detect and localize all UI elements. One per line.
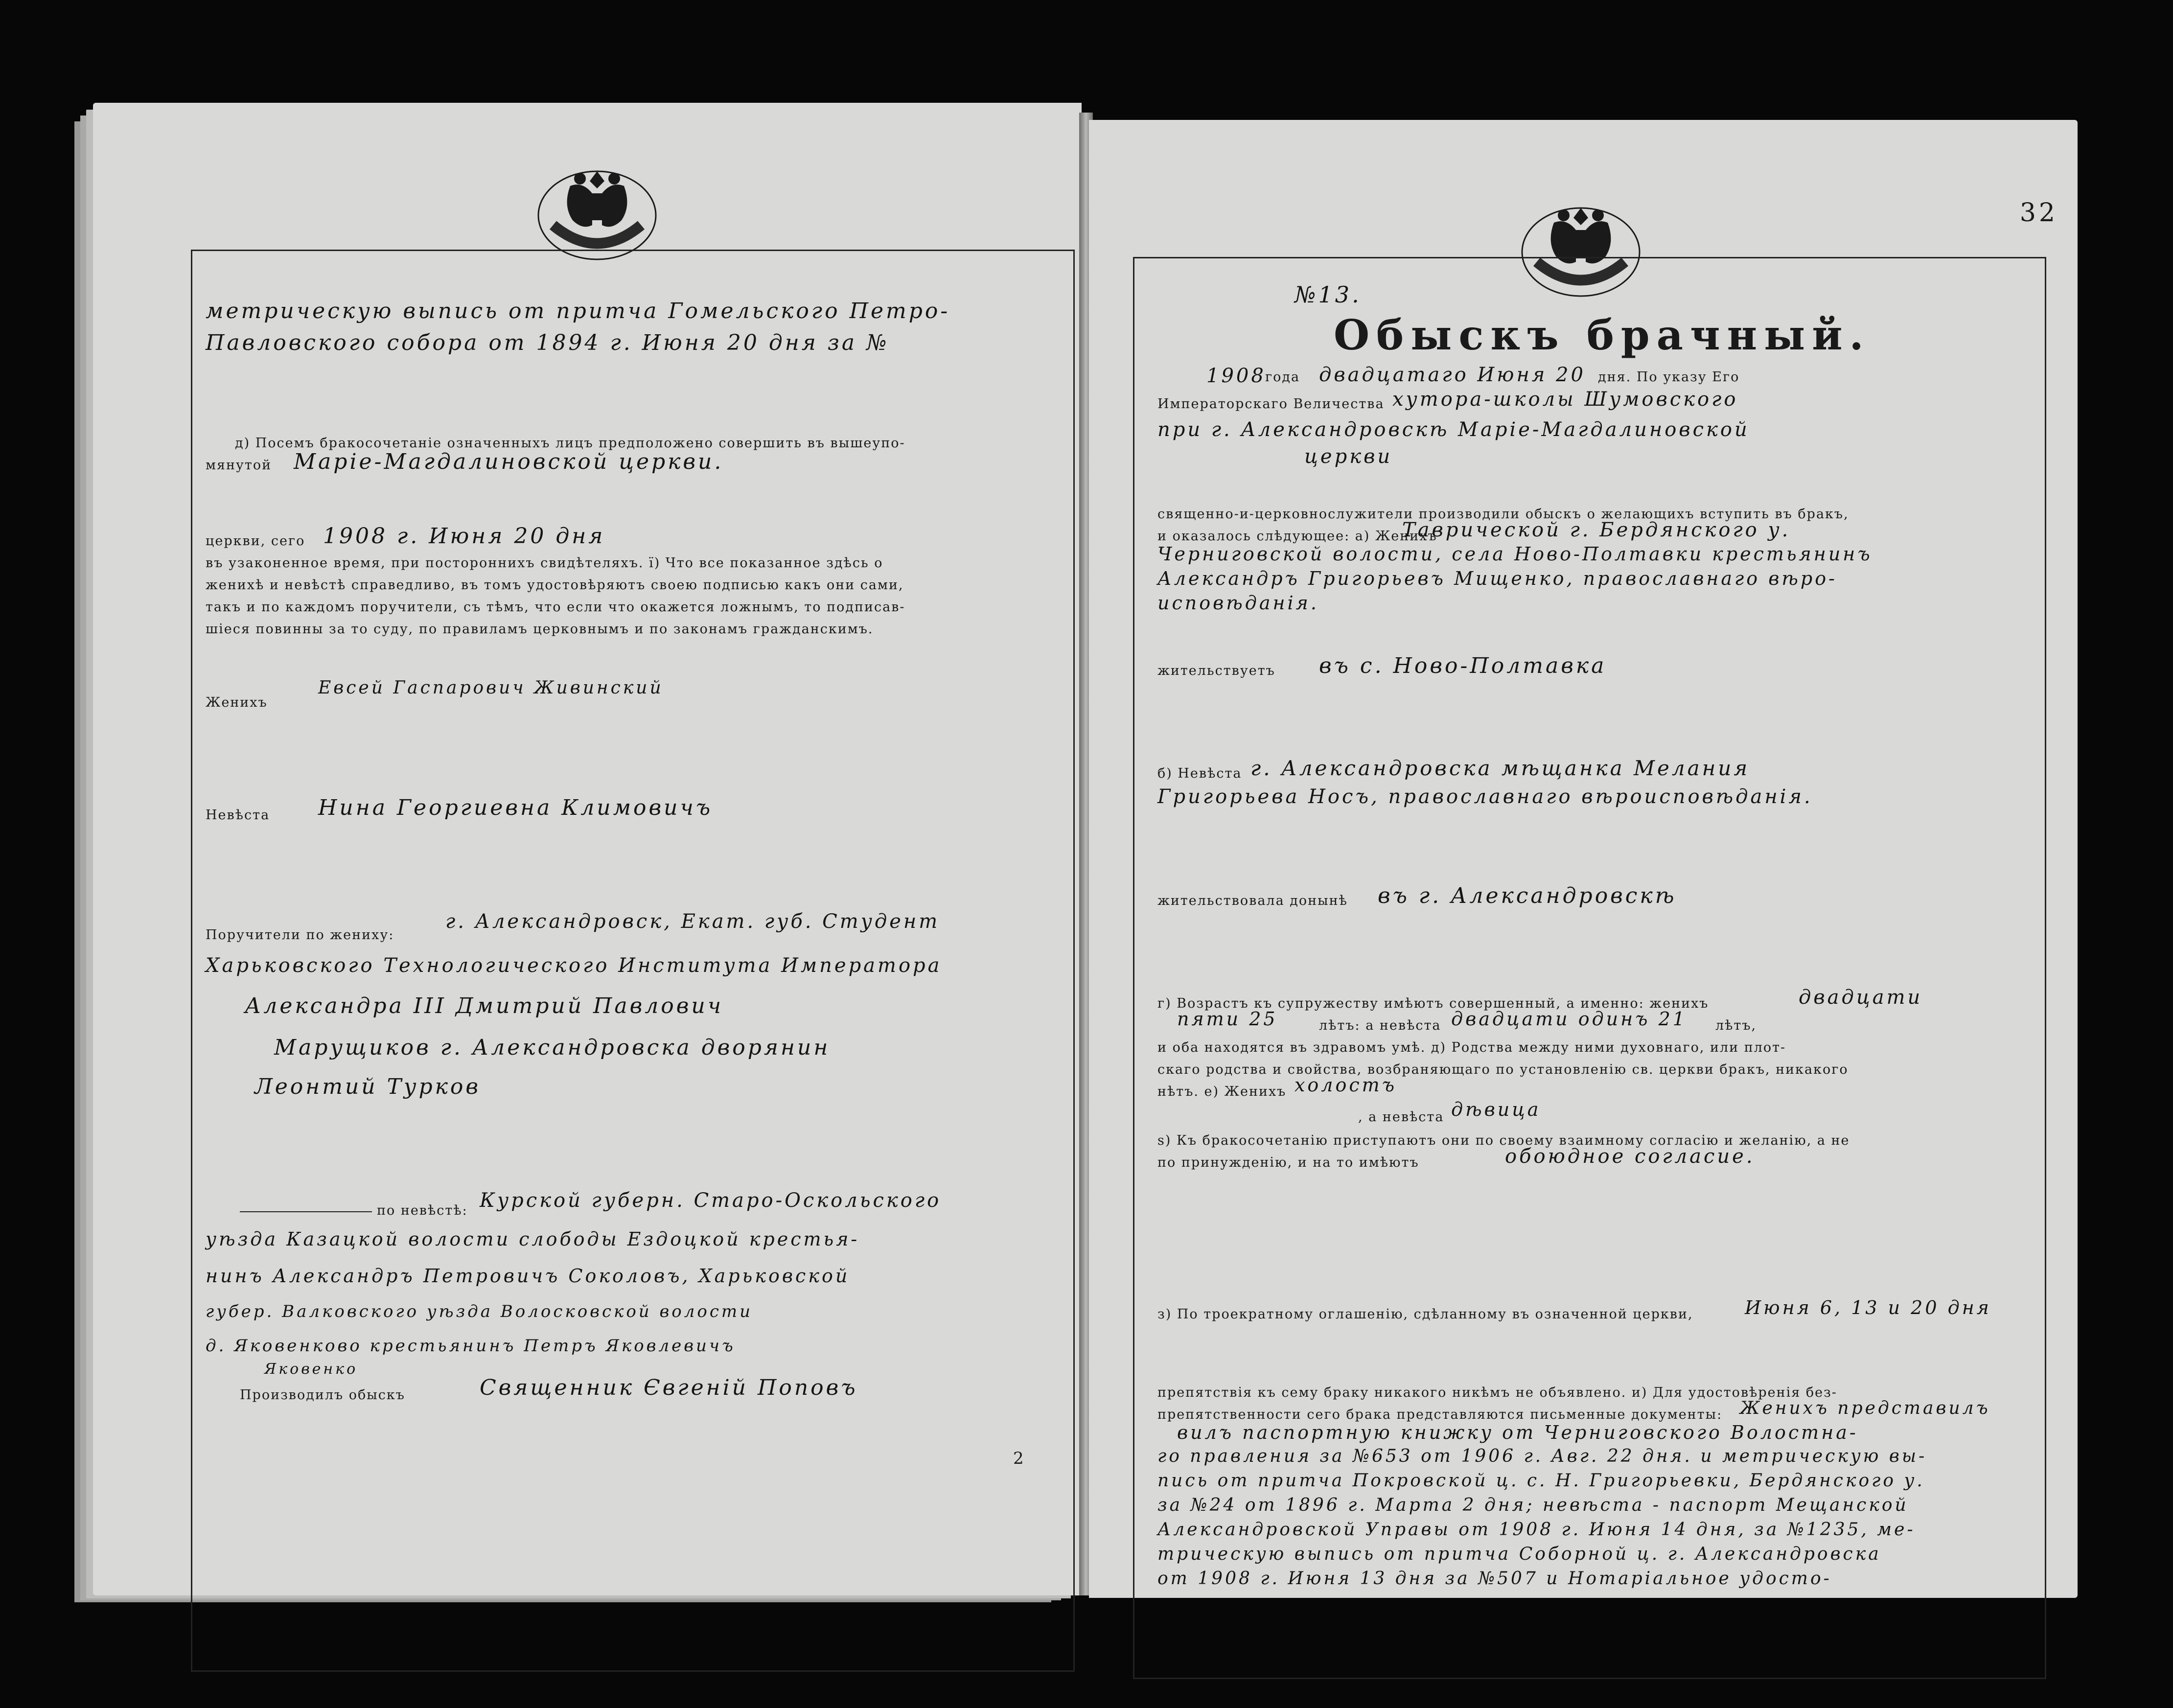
clergy-line-2: и оказалось слѣдующее: а) Женихъ	[1157, 529, 1437, 544]
page-number: 32	[2019, 198, 2058, 228]
ceremony-clause-cont: мянутой	[206, 458, 272, 473]
ceremony-church: Маріе-Магдалиновской церкви.	[294, 449, 724, 474]
banns-dates: Июня 6, 13 и 20 дня	[1745, 1297, 1991, 1318]
impediments-line-1: препятствія къ сему браку никакого никѣмъ не объявлено. и) Для удостовѣренія без-	[1157, 1385, 1837, 1400]
mutual-consent: обоюдное согласие.	[1505, 1145, 1755, 1168]
banns-line: з) По троекратному оглашенію, сдѣланному въ означенной церкви,	[1157, 1307, 1693, 1322]
oath-line-3: такъ и по каждомъ поручители, съ тѣмъ, что если что окажется ложнымъ, то подписав-	[206, 600, 905, 615]
bride-residence: въ г. Александровскѣ	[1378, 883, 1677, 908]
consent-line-2: по принужденію, и на то имѣютъ	[1157, 1155, 1419, 1170]
age-line-1: г) Возрастъ къ супружеству имѣютъ совершенный, а именно: женихъ	[1157, 996, 1709, 1011]
documents-line-5: Александровской Управы от 1908 г. Июня 14 дня, за №1235, ме-	[1157, 1520, 1916, 1540]
documents-line-6: трическую выпись от притча Соборной ц. г. Александровска	[1157, 1544, 1881, 1564]
bride-line-1: г. Александровска мѣщанка Мелания	[1250, 756, 1750, 780]
documents-line-2: го правления за №653 от 1906 г. Авг. 22 дня. и метрическую вы-	[1157, 1446, 1927, 1466]
documents-line-7: от 1908 г. Июня 13 дня за №507 и Нотаріальное удосто-	[1157, 1569, 1832, 1589]
bride-age-label: лѣтъ: а невѣста	[1319, 1018, 1441, 1033]
groom-label: Женихъ	[206, 695, 268, 710]
guarantors-groom-label: Поручители по жениху:	[206, 927, 394, 943]
guarantor-bride-line-1: Курской губерн. Старо-Оскольского	[480, 1189, 942, 1212]
guarantor-bride-line-6: Яковенко	[264, 1361, 358, 1378]
bride-intro-label: б) Невѣста	[1157, 766, 1242, 781]
imperial-eagle-emblem-left	[533, 152, 661, 264]
church-date-label: церкви, сего	[206, 533, 305, 549]
right-page	[1089, 120, 2078, 1598]
intro-decree: дня. По указу Его	[1598, 369, 1740, 385]
groom-residence: въ с. Ново-Полтавка	[1319, 653, 1607, 678]
groom-line-3: исповѣданія.	[1157, 592, 1319, 614]
documents-line-1: вилъ паспортную книжку от Черниговского Волостна-	[1177, 1422, 1858, 1443]
priest-signature: Священник Євгеній Поповъ	[480, 1375, 858, 1400]
intro-parish: хутора-школы Шумовского	[1392, 388, 1738, 411]
clergy-line-1: священно-и-церковнослужители производили обыскъ о желающихъ вступить въ бракъ,	[1157, 507, 1849, 522]
guarantor-groom-line-3: Александра III Дмитрий Павлович	[245, 993, 724, 1018]
groom-residence-label: жительствуетъ	[1157, 663, 1275, 678]
guarantor-bride-line-2: уѣзда Казацкой волости слободы Ездоцкой крестья-	[206, 1228, 860, 1250]
priest-label: Производилъ обыскъ	[240, 1387, 405, 1403]
documents-line-3: пись от притча Покровской ц. с. Н. Григорьевки, Бердянского у.	[1157, 1471, 1925, 1491]
bride-status: дѣвица	[1451, 1099, 1541, 1120]
groom-line-2: Александръ Григорьевъ Мищенко, православнаго вѣро-	[1157, 568, 1837, 589]
intro-year: 1908	[1206, 365, 1266, 387]
groom-line-1: Черниговской волости, села Ново-Полтавки крестьянинъ	[1157, 543, 1872, 565]
guarantor-groom-line-4: Марущиков г. Александровска дворянин	[274, 1035, 831, 1060]
guarantor-bride-line-3: нинъ Александръ Петровичъ Соколовъ, Харьковской	[206, 1265, 850, 1287]
guarantor-bride-line-5: д. Яковенково крестьянинъ Петръ Яковлевичъ	[206, 1336, 736, 1356]
impediments-line-2: препятственности сего брака представляются письменные документы:	[1157, 1407, 1723, 1422]
intro-majesty: Императорскаго Величества	[1157, 396, 1385, 412]
record-number: №13.	[1295, 281, 1362, 308]
bride-guarantor-rule	[240, 1211, 372, 1212]
documents-line-4: за №24 от 1896 г. Марта 2 дня; невѣста - паспорт Мещанской	[1157, 1495, 1909, 1515]
groom-signature: Евсей Гаспарович Живинский	[318, 678, 664, 698]
oath-line-4: шіеся повинны за то суду, по правиламъ церковнымъ и по законамъ гражданскимъ.	[206, 622, 874, 637]
oath-line-1: въ узаконенное время, при посторонниxъ свидѣтеляxъ. ї) Что все показанное здѣсь о	[206, 555, 883, 571]
bride-residence-label: жительствовала донынѣ	[1157, 893, 1348, 908]
guarantors-bride-label: по невѣстѣ:	[377, 1203, 468, 1218]
prior-doc-line-1: метрическую выпись от притча Гомельского Петро-	[206, 299, 950, 323]
consent-line-1: ѕ) Къ бракосочетанію приступаютъ они по своему взаимному согласію и желанію, а не	[1157, 1133, 1850, 1148]
document-title: Обыскъ брачный.	[1334, 311, 1871, 359]
guarantor-groom-line-5: Леонтий Турков	[254, 1074, 481, 1099]
intro-church: при г. Александровскѣ Маріе-Магдалиновской	[1157, 418, 1750, 441]
intro-year-label: года	[1265, 369, 1300, 385]
bride-label: Невѣста	[206, 808, 270, 823]
ceremony-clause: д) Посемъ бракосочетаніе означенныхъ лицъ предположено совершить въ вышеупо-	[235, 436, 905, 451]
age-line-3: и оба находятся въ здравомъ умѣ. д) Родства между ними духовнаго, или плот-	[1157, 1040, 1786, 1055]
bride-line-2: Григорьева Носъ, православнаго вѣроисповѣданія.	[1157, 785, 1813, 808]
bride-status-label: , а невѣста	[1358, 1109, 1444, 1125]
bride-age-suffix: лѣтъ,	[1715, 1018, 1757, 1033]
groom-origin: Таврической г. Бердянского у.	[1402, 519, 1791, 541]
bride-age: двадцати одинъ 21	[1451, 1008, 1687, 1030]
guarantor-bride-line-4: губер. Валковского уѣзда Волосковской волости	[206, 1302, 753, 1321]
documents-start: Женихъ представилъ	[1740, 1398, 1990, 1418]
footer-mark: 2	[1013, 1449, 1025, 1468]
age-line-5: нѣтъ. е) Женихъ	[1157, 1084, 1287, 1099]
groom-status: холостъ	[1295, 1074, 1397, 1096]
guarantor-groom-line-1: г. Александровск, Екат. губ. Студент	[445, 910, 940, 933]
left-page	[93, 103, 1082, 1595]
intro-date: двадцатаго Июня 20	[1319, 364, 1586, 386]
bride-signature: Нина Георгиевна Климовичъ	[318, 795, 713, 820]
intro-church-cont: церкви	[1304, 445, 1393, 468]
oath-line-2: женихѣ и невѣстѣ справедливо, въ томъ удостовѣряютъ своею подписью какъ они сами,	[206, 577, 904, 593]
church-date: 1908 г. Июня 20 дня	[323, 524, 605, 549]
groom-age-text: двадцати	[1799, 986, 1923, 1009]
guarantor-groom-line-2: Харьковского Технологического Института Императора	[206, 954, 942, 977]
age-line-4: скаго родства и свойства, возбраняющаго по установленію св. церкви бракъ, никакого	[1157, 1062, 1849, 1077]
prior-doc-line-2: Павловского собора от 1894 г. Июня 20 дня за №	[206, 330, 889, 355]
groom-age-number: пяти 25	[1177, 1008, 1278, 1030]
